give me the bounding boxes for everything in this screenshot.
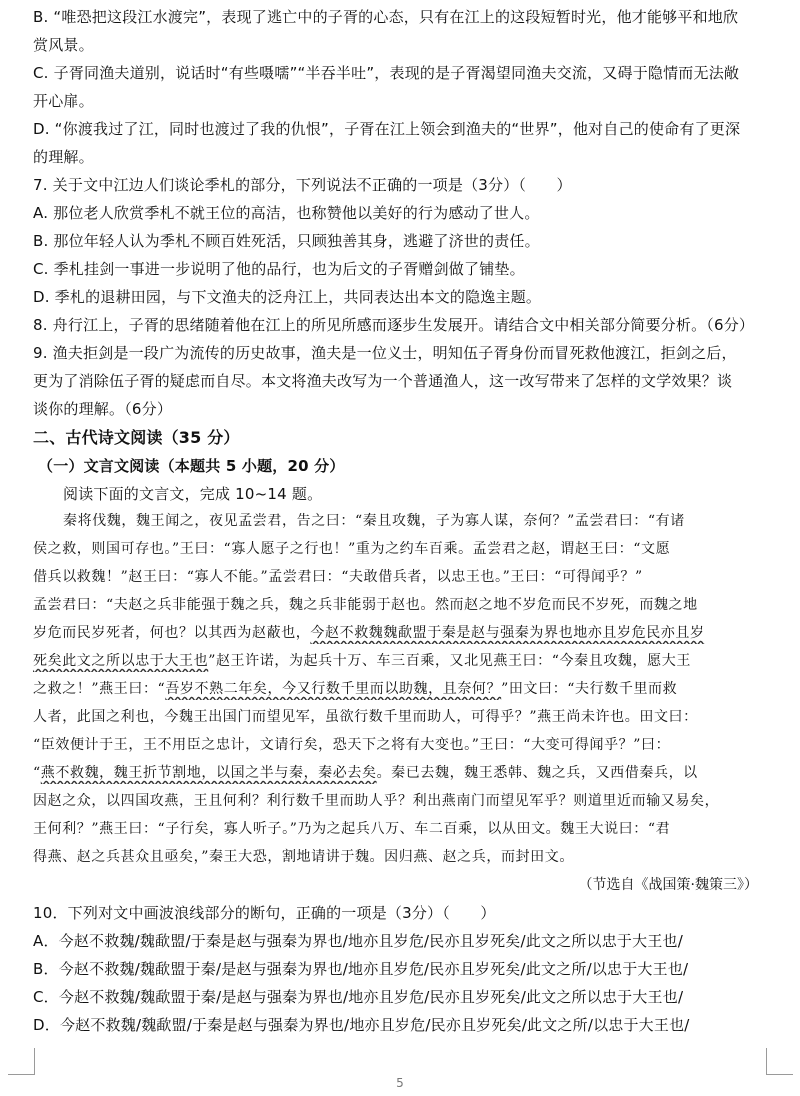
subsection-heading: （一）文言文阅读（本题共 5 小题，20 分）	[38, 457, 345, 475]
passage-text: 之救之！”燕王曰：“	[33, 681, 166, 697]
passage-line-3: 借兵以救魏！”赵王曰：“寡人不能。”孟尝君曰：“夫敢借兵者，以忠王也。”王曰：“可得闻乎？”	[33, 569, 643, 585]
page-corner-mark-right	[766, 1048, 793, 1075]
passage-line-10	[33, 762, 773, 784]
option-c-line-1: C. 子胥同渔夫道别，说话时“有些嗫嚅”“半吞半吐”，表现的是子胥渴望同渔夫交流，又碍于隐情而无法敞	[33, 64, 740, 82]
passage-line-13: 得燕、赵之兵甚众且亟矣，”秦王大恐，割地请讲于魏。因归燕、赵之兵，而封田文。	[33, 849, 574, 865]
passage-text: 。秦已去魏，魏王悉韩、魏之兵，又西借秦兵，以	[376, 765, 698, 781]
wavy-underlined-text: 吾岁不熟二年矣，今又行数千里而以助魏，且奈何？	[165, 681, 502, 697]
option-b-line-1: B. “唯恐把这段江水渡完”，表现了逃亡中的子胥的心态，只有在江上的这段短暂时光，他才能够平和地欣	[33, 8, 739, 26]
page-number: 5	[396, 1076, 404, 1090]
passage-line-9: “臣效便计于王，王不用臣之忠计，文请行矣，恐天下之将有大变也。”王曰：“大变可得闻乎？”曰：	[33, 737, 671, 753]
passage-line-5	[33, 622, 773, 644]
question-10-option-d: D．今赵不救魏/魏歃盟/于秦是赵与强秦为界也/地亦且岁危/民亦且岁死矣/此文之所/以忠于大王也/	[33, 1016, 690, 1034]
passage-line-8: 人者，此国之利也，今魏王出国门而望见军，虽欲行数千里而助人，可得乎？”燕王尚未许也。田文曰：	[33, 709, 698, 725]
question-10-stem: 10．下列对文中画波浪线部分的断句，正确的一项是（3分）（ ）	[33, 904, 496, 922]
question-7-option-a: A. 那位老人欣赏季札不就王位的高洁，也称赞他以美好的行为感动了世人。	[33, 204, 540, 222]
passage-line-2: 侯之救，则国可存也。”王曰：“寡人愿子之行也！”重为之约车百乘。孟尝君之赵，谓赵王曰：“文愿	[33, 541, 671, 557]
question-7-option-b: B. 那位年轻人认为季札不顾百姓死活，只顾独善其身，逃避了济世的责任。	[33, 232, 540, 250]
question-10-option-b: B．今赵不救魏/魏歃盟于秦/是赵与强秦为界也/地亦且岁危/民亦且岁死矣/此文之所/以忠于大王也/	[33, 960, 689, 978]
question-9-line-3: 谈你的理解。（6分）	[33, 400, 173, 418]
question-7-stem: 7. 关于文中江边人们谈论季札的部分，下列说法不正确的一项是（3分）（ ）	[33, 176, 572, 194]
question-8: 8. 舟行江上，子胥的思绪随着他在江上的所见所感而逐步生发展开。请结合文中相关部分简要分析。（6分）	[33, 316, 755, 334]
wavy-underlined-text: 死矣此文之所以忠于大王也	[33, 653, 209, 669]
page-corner-mark-left	[8, 1048, 35, 1075]
passage-source: （节选自《战国策·魏策三》）	[578, 877, 758, 893]
passage-line-12: 王何利？”燕王曰：“子行矣，寡人听子。”乃为之起兵八万、车二百乘，以从田文。魏王大说曰：“君	[33, 821, 671, 837]
passage-line-11: 因赵之众，以四国攻燕，王且何利？利行数千里而助人乎？利出燕南门而望见军乎？则道里近而输又易矣，	[33, 793, 720, 809]
option-d-line-2: 的理解。	[33, 148, 94, 166]
passage-line-1: 秦将伐魏，魏王闻之，夜见孟尝君，告之曰：“秦且攻魏，子为寡人谋，奈何？”孟尝君曰：“有诸	[63, 513, 685, 529]
passage-text: 岁危而民岁死者，何也？以其西为赵蔽也，	[33, 625, 311, 641]
passage-text: ”赵王许诺，为起兵十万、车三百乘，又北见燕王曰：“今秦且攻魏，愿大王	[208, 653, 691, 669]
passage-text: “	[33, 765, 41, 781]
question-7-option-c: C. 季札挂剑一事进一步说明了他的品行，也为后文的子胥赠剑做了铺垫。	[33, 260, 525, 278]
question-9-line-2: 更为了消除伍子胥的疑虑而自尽。本文将渔夫改写为一个普通渔人，这一改写带来了怎样的文学效果？谈	[33, 372, 733, 390]
question-10-option-a: A．今赵不救魏/魏歃盟/于秦是赵与强秦为界也/地亦且岁危/民亦且岁死矣/此文之所以忠于大王也/	[33, 932, 683, 950]
passage-line-6	[33, 650, 773, 672]
reading-instruction: 阅读下面的文言文，完成 10~14 题。	[63, 485, 323, 503]
option-b-line-2: 赏风景。	[33, 36, 94, 54]
question-10-option-c: C．今赵不救魏/魏歃盟于秦/是赵与强秦为界也/地亦且岁危/民亦且岁死矣/此文之所以忠于大王也/	[33, 988, 684, 1006]
passage-line-4: 孟尝君曰：“夫赵之兵非能强于魏之兵，魏之兵非能弱于赵也。然而赵之地不岁危而民不岁死，而魏之地	[33, 597, 698, 613]
question-7-option-d: D. 季札的退耕田园，与下文渔夫的泛舟江上，共同表达出本文的隐逸主题。	[33, 288, 542, 306]
section-heading: 二、古代诗文阅读（35 分）	[33, 428, 240, 447]
passage-text: ”田文曰：“夫行数千里而救	[501, 681, 678, 697]
option-c-line-2: 开心扉。	[33, 92, 94, 110]
option-d-line-1: D. “你渡我过了江，同时也渡过了我的仇恨”，子胥在江上领会到渔夫的“世界”，他对自己的使命有了更深	[33, 120, 741, 138]
wavy-underlined-text: 燕不救魏，魏王折节割地，以国之半与秦，秦必去矣	[40, 765, 377, 781]
question-9-line-1: 9. 渔夫拒剑是一段广为流传的历史故事，渔夫是一位义士，明知伍子胥身份而冒死救他渡江，拒剑之后，	[33, 344, 737, 362]
wavy-underlined-text: 今赵不救魏魏歃盟于秦是赵与强秦为界也地亦且岁危民亦且岁	[310, 625, 705, 641]
passage-line-7	[33, 678, 773, 700]
